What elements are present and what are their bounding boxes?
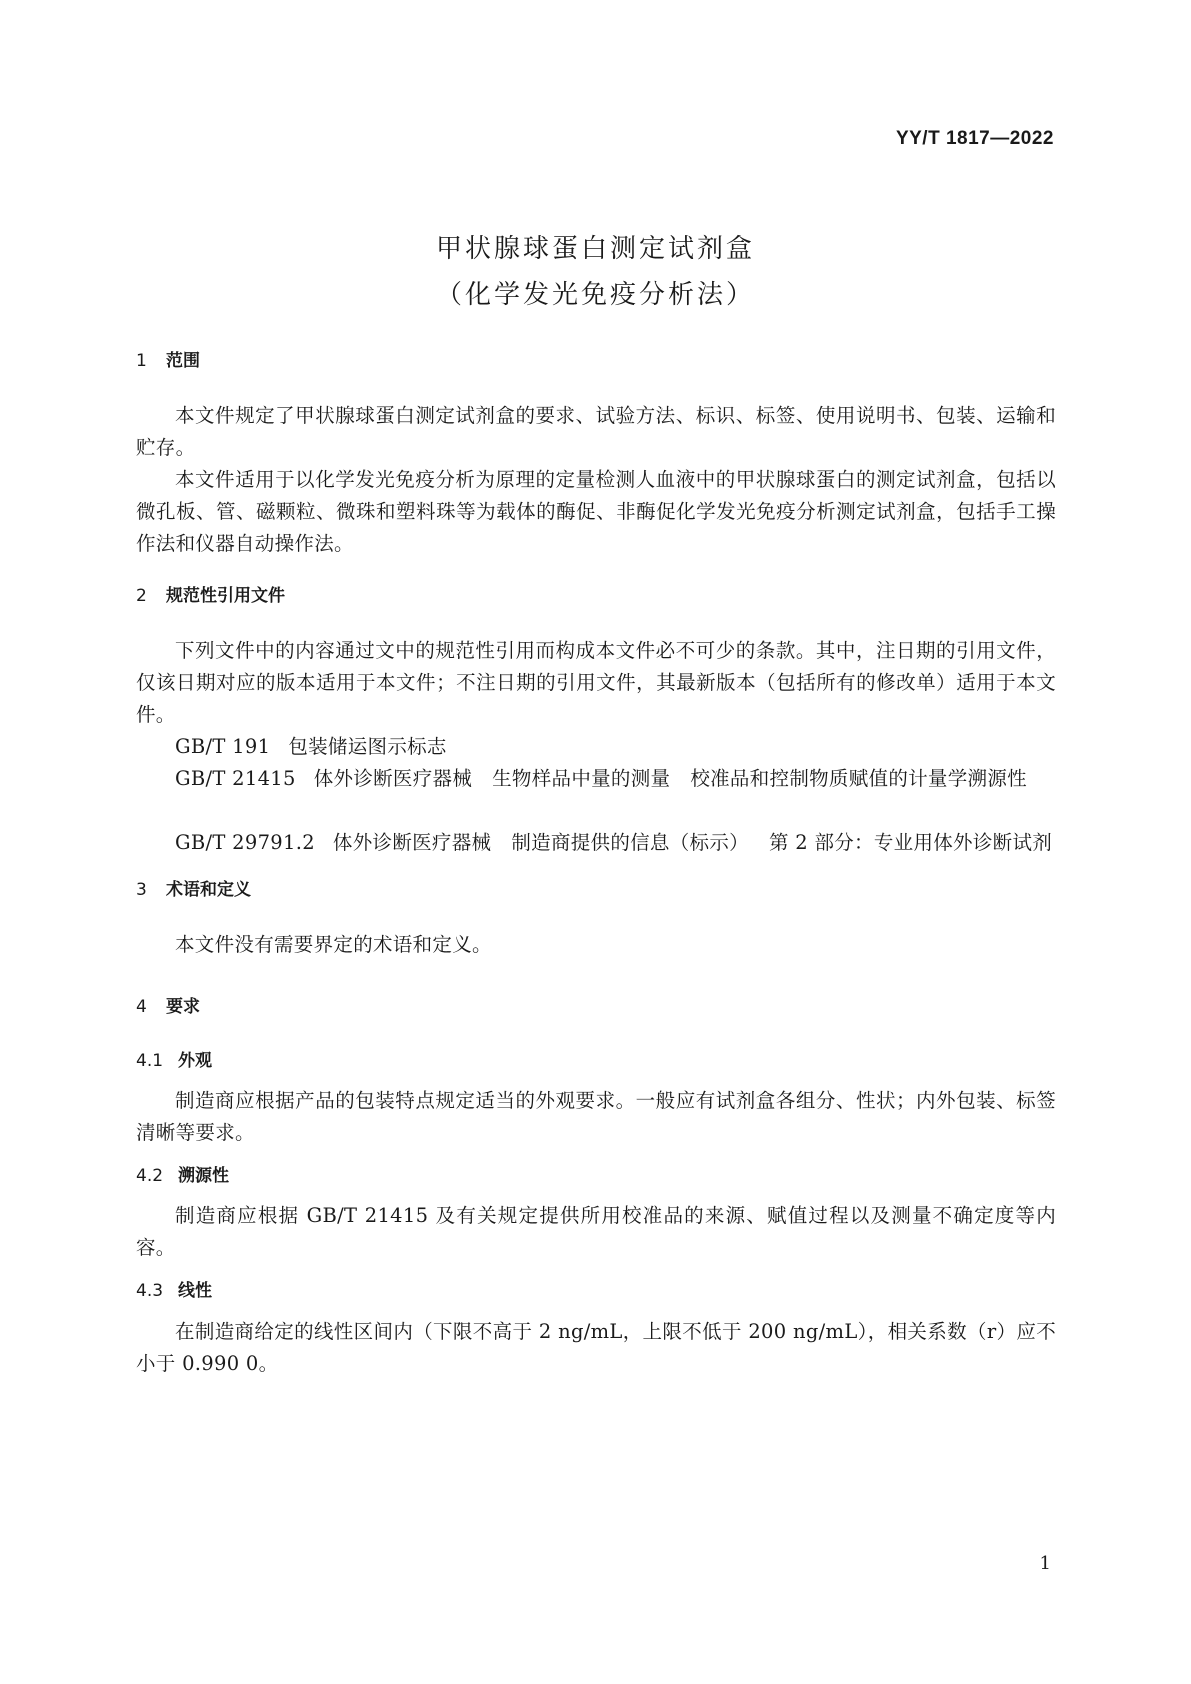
section-2-heading [136,581,285,606]
section-1-heading [136,346,200,371]
section-title: 规范性引用文件 [166,586,285,606]
reference-title-part: 第 2 部分：专业用体外诊断试剂 [768,831,1053,854]
section-3-heading [136,875,251,900]
subsection-number: 4.1 [136,1051,164,1071]
section-4-heading [136,992,200,1017]
subsection-4-2-paragraph: 制造商应根据 GB/T 21415 及有关规定提供所用校准品的来源、赋值过程以及测量不确定度等内容。 [136,1204,1056,1259]
section-3-paragraph: 本文件没有需要界定的术语和定义。 [175,933,492,956]
section-title: 要求 [166,997,200,1017]
section-number: 2 [136,586,147,606]
document-subtitle: （化学发光免疫分析法） [435,280,755,310]
subsection-4-1-heading [136,1046,212,1071]
subsection-number: 4.3 [136,1281,164,1301]
reference-code: GB/T 29791.2 [175,831,315,854]
document-title: 甲状腺球蛋白测定试剂盒 [435,234,755,264]
section-number: 1 [136,351,147,371]
section-title: 术语和定义 [166,880,251,900]
reference-title-part: 校准品和控制物质赋值的计量学溯源性 [690,767,1027,790]
reference-title-part: 制造商提供的信息（标示） [511,831,749,854]
subsection-4-2-heading [136,1161,229,1186]
section-title: 范围 [166,351,200,371]
subsection-title: 外观 [178,1051,212,1071]
reference-title-part: 体外诊断医疗器械 [313,767,473,790]
section-number: 4 [136,997,147,1017]
subsection-4-3-paragraph: 在制造商给定的线性区间内（下限不高于 2 ng/mL，上限不低于 200 ng/mL），相关系数（r）应不小于 0.990 0。 [136,1320,1056,1375]
reference-code: GB/T 21415 [175,767,296,790]
subsection-title: 线性 [178,1281,212,1301]
reference-code: GB/T 191 [175,735,271,758]
reference-title-part: 包装储运图示标志 [288,735,447,758]
reference-item [136,763,1056,795]
reference-item [136,731,1056,763]
section-1-paragraph-2: 本文件适用于以化学发光免疫分析为原理的定量检测人血液中的甲状腺球蛋白的测定试剂盒，包括以微孔板、管、磁颗粒、微珠和塑料珠等为载体的酶促、非酶促化学发光免疫分析测定试剂盒，包括手工操作法和仪器自动操作法。 [136,468,1056,555]
subsection-4-1-paragraph: 制造商应根据产品的包装特点规定适当的外观要求。一般应有试剂盒各组分、性状；内外包装、标签清晰等要求。 [136,1089,1056,1144]
page-number: 1 [1039,1553,1051,1574]
subsection-title: 溯源性 [178,1166,229,1186]
reference-title-part: 生物样品中量的测量 [492,767,671,790]
standard-number: YY/T 1817—2022 [895,128,1054,149]
subsection-number: 4.2 [136,1166,164,1186]
subsection-4-3-heading [136,1276,212,1301]
section-1-paragraph-1: 本文件规定了甲状腺球蛋白测定试剂盒的要求、试验方法、标识、标签、使用说明书、包装、运输和贮存。 [136,404,1056,459]
reference-item [136,827,1056,859]
section-2-intro: 下列文件中的内容通过文中的规范性引用而构成本文件必不可少的条款。其中，注日期的引用文件，仅该日期对应的版本适用于本文件；不注日期的引用文件，其最新版本（包括所有的修改单）适用于本文件。 [136,639,1056,726]
section-number: 3 [136,880,147,900]
reference-title-part: 体外诊断医疗器械 [332,831,492,854]
